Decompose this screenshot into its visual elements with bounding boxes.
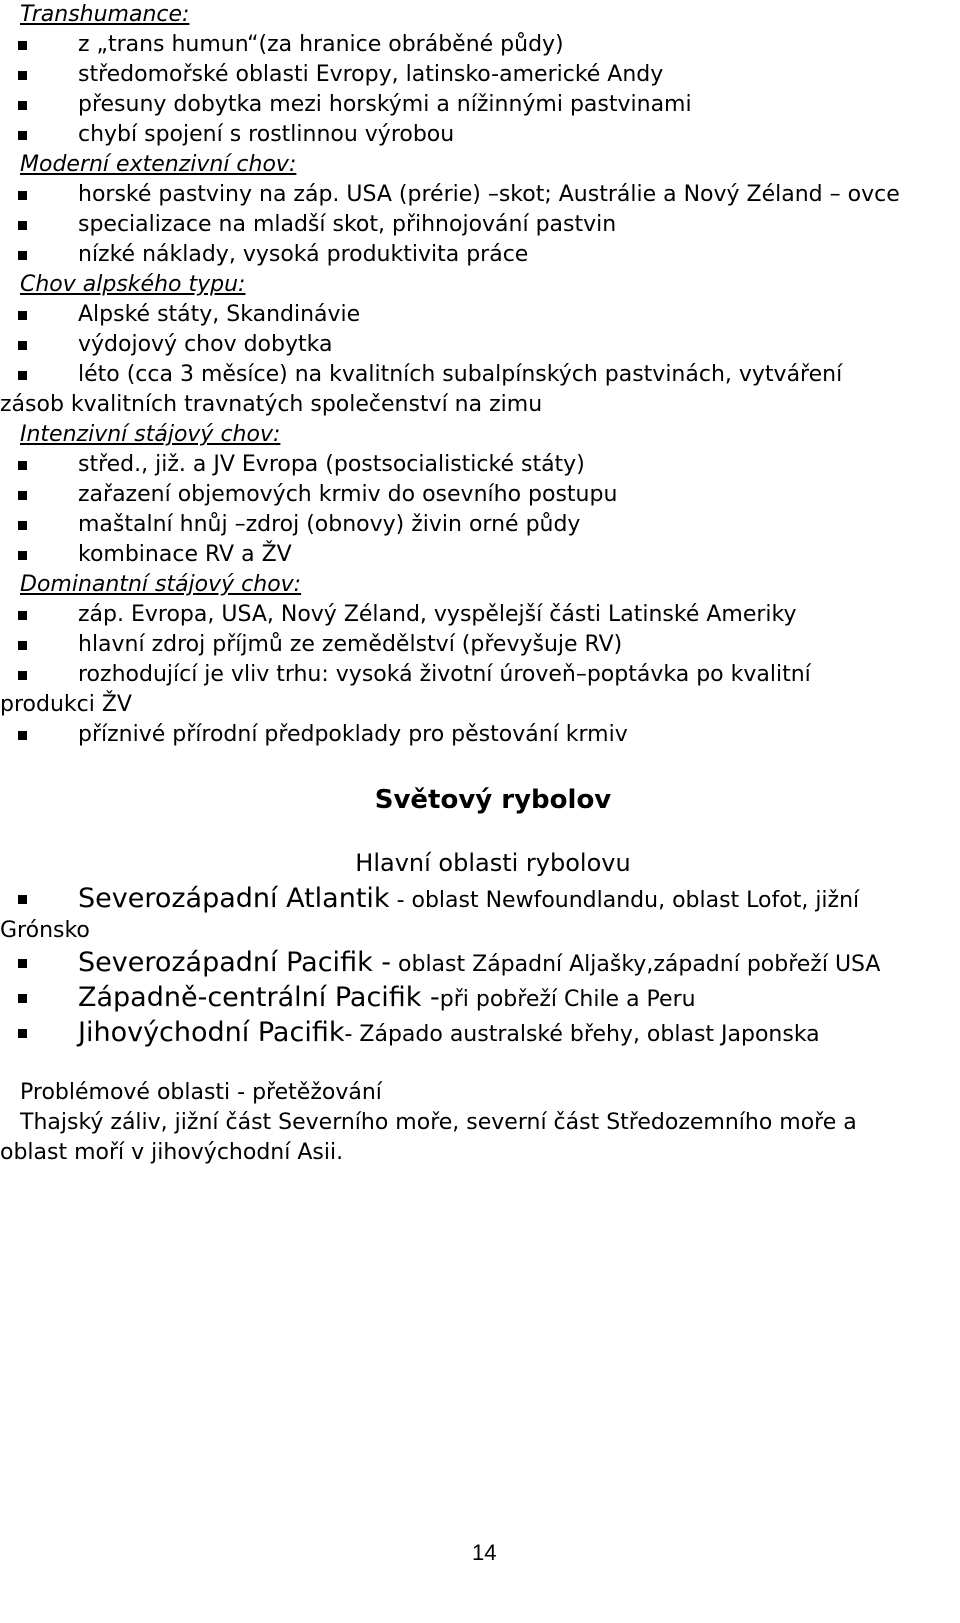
area-name: Severozápadní Atlantik xyxy=(78,883,390,914)
bullet-icon xyxy=(18,191,27,200)
section-heading: Transhumance: xyxy=(20,2,190,27)
section-subtitle: Hlavní oblasti rybolovu xyxy=(355,849,631,877)
list-item: chybí spojení s rostlinnou výrobou xyxy=(0,120,960,150)
bullet-icon xyxy=(18,731,27,740)
list-item-continuation: Grónsko xyxy=(0,918,90,943)
area-name: Severozápadní Pacifik - xyxy=(78,947,392,978)
problem-text: oblast moří v jihovýchodní Asii. xyxy=(0,1140,344,1165)
list-item: z „trans humun“(za hranice obráběné půdy) xyxy=(0,30,960,60)
list-item: maštalní hnůj –zdroj (obnovy) živin orné půdy xyxy=(0,510,960,540)
bullet-icon xyxy=(18,1029,27,1038)
area-desc: - oblast Newfoundlandu, oblast Lofot, jižní xyxy=(389,888,860,913)
bullet-icon xyxy=(18,491,27,500)
list-item: středomořské oblasti Evropy, latinsko-americké Andy xyxy=(0,60,960,90)
bullet-icon xyxy=(18,641,27,650)
list-item-continuation: zásob kvalitních travnatých společenství na zimu xyxy=(0,392,543,417)
section-heading: Dominantní stájový chov: xyxy=(20,572,302,597)
bullet-icon xyxy=(18,131,27,140)
list-item: přesuny dobytka mezi horskými a nížinnými pastvinami xyxy=(0,90,960,120)
list-item: příznivé přírodní předpoklady pro pěstování krmiv xyxy=(0,720,960,750)
section-heading: Intenzivní stájový chov: xyxy=(20,422,281,447)
bullet-icon xyxy=(18,221,27,230)
area-desc: oblast Západní Aljašky,západní pobřeží USA xyxy=(391,952,881,977)
bullet-icon xyxy=(18,895,27,904)
area-desc: při pobřeží Chile a Peru xyxy=(439,987,696,1012)
list-item: výdojový chov dobytka xyxy=(0,330,960,360)
bullet-icon xyxy=(18,41,27,50)
fishing-area xyxy=(0,1016,960,1050)
list-item: specializace na mladší skot, přihnojování pastvin xyxy=(0,210,960,240)
list-item: střed., již. a JV Evropa (postsocialistické státy) xyxy=(0,450,960,480)
bullet-icon xyxy=(18,341,27,350)
bullet-icon xyxy=(18,671,27,680)
list-item: horské pastviny na záp. USA (prérie) –skot; Austrálie a Nový Zéland – ovce xyxy=(0,180,960,210)
bullet-icon xyxy=(18,521,27,530)
bullet-icon xyxy=(18,71,27,80)
list-item: kombinace RV a ŽV xyxy=(0,540,960,570)
list-item: záp. Evropa, USA, Nový Zéland, vyspělejší části Latinské Ameriky xyxy=(0,600,960,630)
area-name: Jihovýchodní Pacifik xyxy=(78,1017,345,1048)
bullet-icon xyxy=(18,101,27,110)
fishing-area xyxy=(0,946,960,980)
problem-text: Thajský záliv, jižní část Severního moře, severní část Středozemního moře a xyxy=(20,1110,857,1135)
list-item: nízké náklady, vysoká produktivita práce xyxy=(0,240,960,270)
section-title: Světový rybolov xyxy=(374,785,612,815)
page-number: 14 xyxy=(472,1540,497,1565)
problem-heading: Problémové oblasti - přetěžování xyxy=(20,1080,382,1105)
list-item: hlavní zdroj příjmů ze zemědělství (převyšuje RV) xyxy=(0,630,960,660)
list-item: zařazení objemových krmiv do osevního postupu xyxy=(0,480,960,510)
fishing-area xyxy=(0,882,960,916)
bullet-icon xyxy=(18,251,27,260)
section-heading: Moderní extenzivní chov: xyxy=(20,152,297,177)
bullet-icon xyxy=(18,461,27,470)
fishing-area xyxy=(0,981,960,1015)
area-name: Západně-centrální Pacifik - xyxy=(78,982,440,1013)
section-heading: Chov alpského typu: xyxy=(20,272,246,297)
list-item: Alpské státy, Skandinávie xyxy=(0,300,960,330)
area-desc: - Západo australské břehy, oblast Japonska xyxy=(344,1022,820,1047)
list-item: rozhodující je vliv trhu: vysoká životní úroveň–poptávka po kvalitní xyxy=(0,660,960,690)
bullet-icon xyxy=(18,311,27,320)
list-item: léto (cca 3 měsíce) na kvalitních subalpínských pastvinách, vytváření xyxy=(0,360,960,390)
bullet-icon xyxy=(18,959,27,968)
bullet-icon xyxy=(18,994,27,1003)
list-item-continuation: produkci ŽV xyxy=(0,692,132,717)
bullet-icon xyxy=(18,611,27,620)
bullet-icon xyxy=(18,551,27,560)
bullet-icon xyxy=(18,371,27,380)
